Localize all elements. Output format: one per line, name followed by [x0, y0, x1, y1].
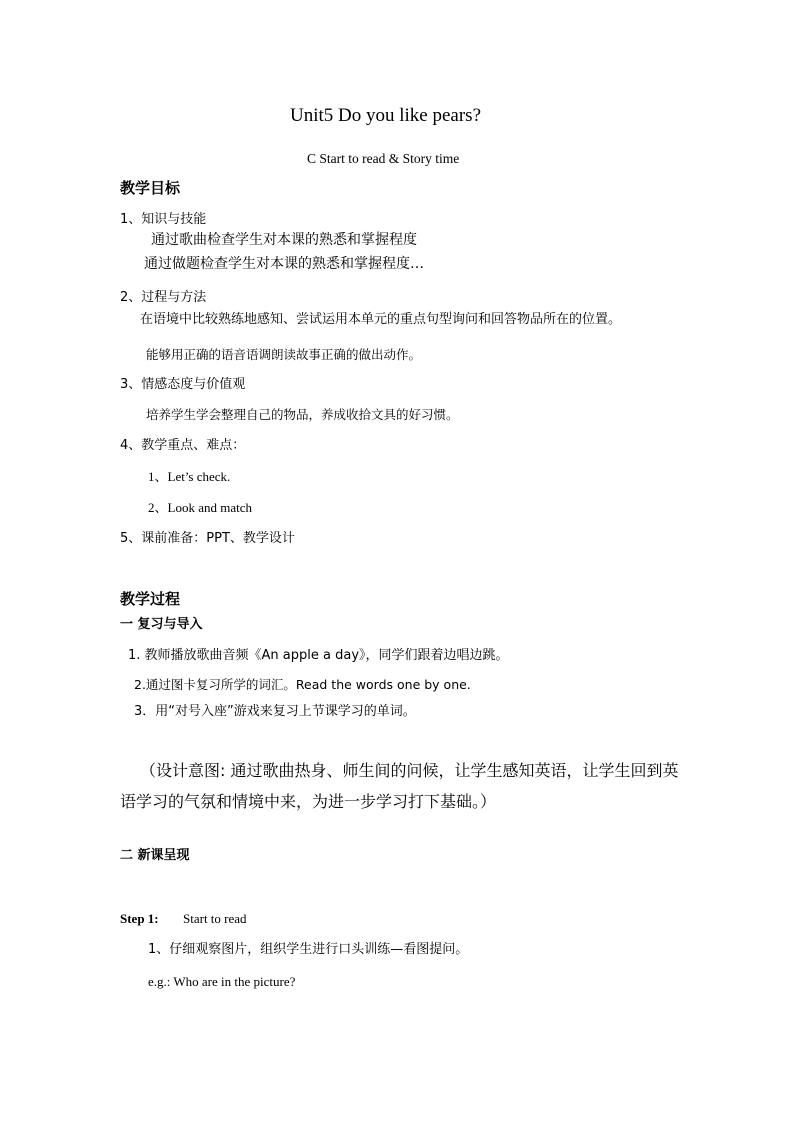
objective-1-label: 1、知识与技能 [120, 212, 207, 227]
objectives-heading: 教学目标 [120, 179, 181, 197]
process-heading: 教学过程 [120, 590, 181, 608]
step-1-title: Start to read [183, 911, 247, 926]
section-1-step-3: 3．用“对号入座”游戏来复习上节课学习的单词。 [134, 704, 416, 719]
section-2-heading: 二 新课呈现 [120, 848, 190, 863]
objective-4-sub-1: 1、Let’s check. [148, 469, 231, 484]
document-subtitle: C Start to read & Story time [307, 151, 460, 166]
objective-1-line-1: 通过歌曲检查学生对本课的熟悉和掌握程度 [151, 232, 417, 248]
section-1-step-2: 2.通过图卡复习所学的词汇。Read the words one by one. [134, 677, 471, 692]
objective-1-line-2: 通过做题检查学生对本课的熟悉和掌握程度… [144, 256, 424, 272]
objective-4-label: 4、教学重点、难点： [120, 438, 246, 453]
objective-3-label: 3、情感态度与价值观 [120, 377, 246, 392]
step-1-line-1: 1、仔细观察图片，组织学生进行口头训练—看图提问。 [148, 942, 469, 957]
objective-2-label: 2、过程与方法 [120, 290, 207, 305]
objective-4-sub-2: 2、Look and match [148, 500, 252, 515]
section-1-heading: 一 复习与导入 [120, 617, 203, 632]
step-1-label: Step 1: [120, 911, 159, 926]
objective-2-line-1: 在语境中比较熟练地感知、尝试运用本单元的重点句型询问和回答物品所在的位置。 [140, 312, 622, 327]
objective-5-label: 5、课前准备：PPT、教学设计 [120, 531, 295, 546]
objective-3-line-1: 培养学生学会整理自己的物品，养成收拾文具的好习惯。 [146, 407, 459, 422]
document-title: Unit5 Do you like pears? [290, 105, 482, 126]
section-1-step-1: 1. 教师播放歌曲音频《An apple a day》，同学们跟着边唱边跳。 [128, 648, 509, 663]
objective-2-line-2: 能够用正确的语音语调朗读故事正确的做出动作。 [146, 347, 422, 362]
design-intent-line-2: 语学习的气氛和情境中来，为进一步学习打下基础。） [120, 792, 497, 811]
design-intent-line-1: （设计意图: 通过歌曲热身、师生间的问候，让学生感知英语，让学生回到英 [140, 761, 679, 780]
step-1-line-2: e.g.: Who are in the picture? [148, 974, 296, 989]
